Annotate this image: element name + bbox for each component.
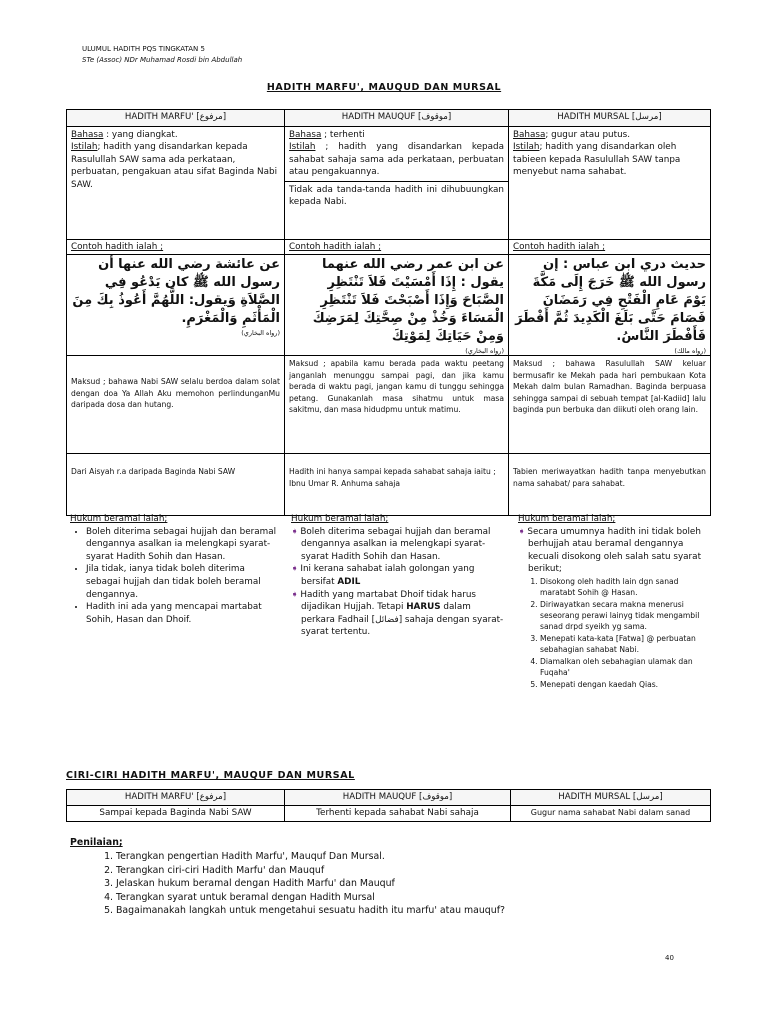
contoh-label: Contoh hadith ialah ; [285,240,508,255]
ciri-header-mauquf: HADITH MAUQUF [موقوف] [285,790,511,806]
arabic-text-mauquf: عن ابن عمر رضي الله عنهما يقول : إِذَا أَمْسَيْتَ فَلاَ تَنْتَظِرِ الصَّبَاحَ وَإِذَا أَصْبَحْتَ فَلاَ تَنْتَظِرِ الْمَسَاءَ وَخُذْ مِنْ صِحَّتِكَ لِمَرَضِكَ وَمِنْ حَيَاتِكَ لِمَوْتِكَ [312,257,504,345]
penilaian-section [70,836,505,917]
istilah-text: ; hadith yang disandarkan kepada sahabat sahaja sama ada perkataan, perbuatan atau pengakuannya. [289,142,504,178]
list-item: 1. Disokong oleh hadith lain dgn sanad maratabt Sohih @ Hasan. [540,576,710,598]
arabic-source-marfu: (رواه البخاري) [241,329,280,338]
list-item: 1. Terangkan pengertian Hadith Marfu', Mauquf Dan Mursal. [116,850,505,863]
arrow-bullet-icon: ➧ [291,564,299,575]
header-course: ULUMUL HADITH PQS TINGKATAN 5 [82,45,205,53]
ciri-header-mursal: HADITH MURSAL [مرسل] [511,790,711,806]
bahasa-text: : yang diangkat. [103,130,178,140]
contoh-label: Contoh hadith ialah ; [67,240,284,255]
istilah-text: ; hadith yang disandarkan kepada Rasulullah SAW sama ada perkataan, perbuatan, pengakuan atau sifat Baginda Nabi SAW. [71,142,278,190]
source-mursal: Tabien meriwayatkan hadith tanpa menyebutkan nama sahabat/ para sahabat. [509,454,711,516]
example-mauquf [285,240,509,356]
istilah-label: Istilah [289,142,316,153]
arabic-text-mursal: حديث دري ابن عباس : إن رسول الله ﷺ خَرَجَ إِلَى مَكَّةَ يَوْمَ عَامِ الْفَتْحِ فِي رَمَضَانَ فَصَامَ حَتَّى بَلَغَ الْكَدِيدَ ثُمَّ أَفْطَرَ فَأَفْطَرَ النَّاسُ. [515,257,706,345]
list-item: • Hadith ini ada yang mencapai martabat Sohih, Hasan dan Dhoif. [86,601,280,626]
bahasa-text: ; terhenti [321,130,365,140]
hukum-mursal-intro: Secara umumnya hadith ini tidak boleh berhujjah atau beramal dengannya kecuali disokong oleh salah satu syarat berikut; [527,526,702,575]
bahasa-label: Bahasa [513,130,546,140]
page-number: 40 [665,954,674,962]
column-header-mauquf: HADITH MAUQUF [موقوف] [285,110,509,127]
istilah-label: Istilah [71,142,98,153]
page-title: HADITH MARFU', MAUQUD DAN MURSAL [266,82,502,93]
hukum-mursal-conditions [518,576,710,690]
maksud-marfu: Maksud ; bahawa Nabi SAW selalu berdoa dalam solat dengan doa Ya Allah Aku memohon perlindunganMu daripada dosa dan hutang. [67,356,285,454]
ciri-header-marfu: HADITH MARFU' [مرفوع] [67,790,285,806]
arabic-source-mursal: (رواه مالك) [674,347,706,356]
list-item: 5. Menepati dengan kaedah Qias. [540,679,710,690]
arrow-bullet-icon: ➧ [518,526,526,537]
arabic-text-marfu: عن عائشة رضي الله عنها أن رسول الله ﷺ كان يَدْعُو فِي الصَّلاَةِ وَيقول: اللَّهُمَّ أَعُوذُ بِكَ مِنَ الْمَأْثَمِ وَالْمَغْرَمِ. [72,257,280,327]
list-item: 5. Bagaimanakah langkah untuk mengetahui sesuatu hadith itu marfu' atau mauquf? [116,904,505,917]
definition-mursal [509,127,711,240]
list-item: • Boleh diterima sebagai hujjah dan beramal dengannya asalkan ia melengkapi syarat-syarat Hadith Sohih dan Hasan. [86,526,280,564]
arrow-bullet-icon: ➧ [291,589,299,600]
istilah-label: Istilah [513,142,540,153]
hukum-mauquf [291,513,505,639]
column-header-mursal: HADITH MURSAL [مرسل] [509,110,711,127]
column-header-marfu: HADITH MARFU' [مرفوع] [67,110,285,127]
header-author: STe (Assoc) NDr Muhamad Rosdi bin Abdullah [82,56,243,64]
hadith-comparison-table [66,109,711,516]
contoh-label: Contoh hadith ialah ; [509,240,710,255]
list-item: Hadith yang martabat Dhoif tidak harus dijadikan Hujjah. Tetapi HARUS dalam perkara Fadhail [فضائل] sahaja dengan syarat-syarat tertentu. [300,589,504,638]
list-item: 3. Menepati kata-kata [Fatwa] @ perbuatan sebahagian sahabat Nabi. [540,633,710,655]
list-item: Ini kerana sahabat ialah golongan yang bersifat ADIL [300,564,475,587]
list-item: 2. Terangkan ciri-ciri Hadith Marfu' dan Mauquf [116,864,505,877]
hukum-mursal [518,513,710,691]
list-item: 4. Diamalkan oleh sebahagian ulamak dan Fuqaha' [540,656,710,678]
list-item: • Jila tidak, ianya tidak boleh diterima sebagai hujjah dan tidak boleh beramal dengannya. [86,563,280,601]
hukum-label: Hukum beramal ialah; [518,514,616,524]
maksud-mursal: Maksud ; bahawa Rasulullah SAW keluar bermusafir ke Mekah pada hari pembukaan Kota Mekah dalm bulan Ramadhan. Baginda berpuasa sehingga sampai di sebuah tempat [al-Kadiid] lalu baginda pun berbuka dan diikuti oleh orang lain. [509,356,711,454]
list-item: 4. Terangkan syarat untuk beramal dengan Hadith Mursal [116,891,505,904]
hukum-marfu [70,513,280,626]
example-mursal [509,240,711,356]
source-marfu: Dari Aisyah r.a daripada Baginda Nabi SAW [67,454,285,516]
bahasa-label: Bahasa [289,130,322,140]
source-mauquf: Hadith ini hanya sampai kepada sahabat sahaja iaitu ; Ibnu Umar R. Anhuma sahaja [285,454,509,516]
hukum-label: Hukum beramal ialah; [291,514,389,524]
definition-mauquf [285,127,509,240]
bahasa-text: ; gugur atau putus. [545,130,631,140]
istilah-text: ; hadith yang disandarkan oleh tabieen kepada Rasulullah SAW tanpa menyebut nama sahabat. [513,142,681,178]
ciri-value-mauquf: Terhenti kepada sahabat Nabi sahaja [285,806,511,822]
ciri-value-marfu: Sampai kepada Baginda Nabi SAW [67,806,285,822]
document-header [82,44,242,66]
ciri-title: CIRI-CIRI HADITH MARFU', MAUQUF DAN MURSAL [66,770,355,781]
hukum-label: Hukum beramal ialah; [70,514,168,524]
hukum-marfu-list [70,526,280,627]
list-item: 3. Jelaskan hukum beramal dengan Hadith Marfu' dan Mauquf [116,877,505,890]
definition-marfu [67,127,285,240]
penilaian-list [70,850,505,917]
ciri-value-mursal: Gugur nama sahabat Nabi dalam sanad [511,806,711,822]
list-item: Boleh diterima sebagai hujjah dan beramal dengannya asalkan ia melengkapi syarat-syarat Hadith Sohih dan Hasan. [300,526,491,562]
ciri-table [66,789,711,822]
arrow-bullet-icon: ➧ [291,526,299,537]
maksud-mauquf: Maksud ; apabila kamu berada pada waktu peetang janganlah menunggu sampai pagi, dan jika kamu berada di waktu pagi, jangan kamu di tunggu sehingga petang. Gunakanlah masa sihatmu untuk masa sakitmu, dan masa hidudpmu untuk matimu. [285,356,509,454]
bahasa-label: Bahasa [71,130,104,140]
example-marfu [67,240,285,356]
list-item: 2. Diriwayatkan secara makna menerusi seseorang perawi lainyg tidak mengambil sanad drpd syeikh yg sama. [540,599,710,632]
mauquf-note: Tidak ada tanda-tanda hadith ini dihubuungkan kepada Nabi. [289,184,504,208]
arabic-source-mauquf: (رواه البخاري) [465,347,504,356]
penilaian-label: Penilaian; [70,837,123,848]
